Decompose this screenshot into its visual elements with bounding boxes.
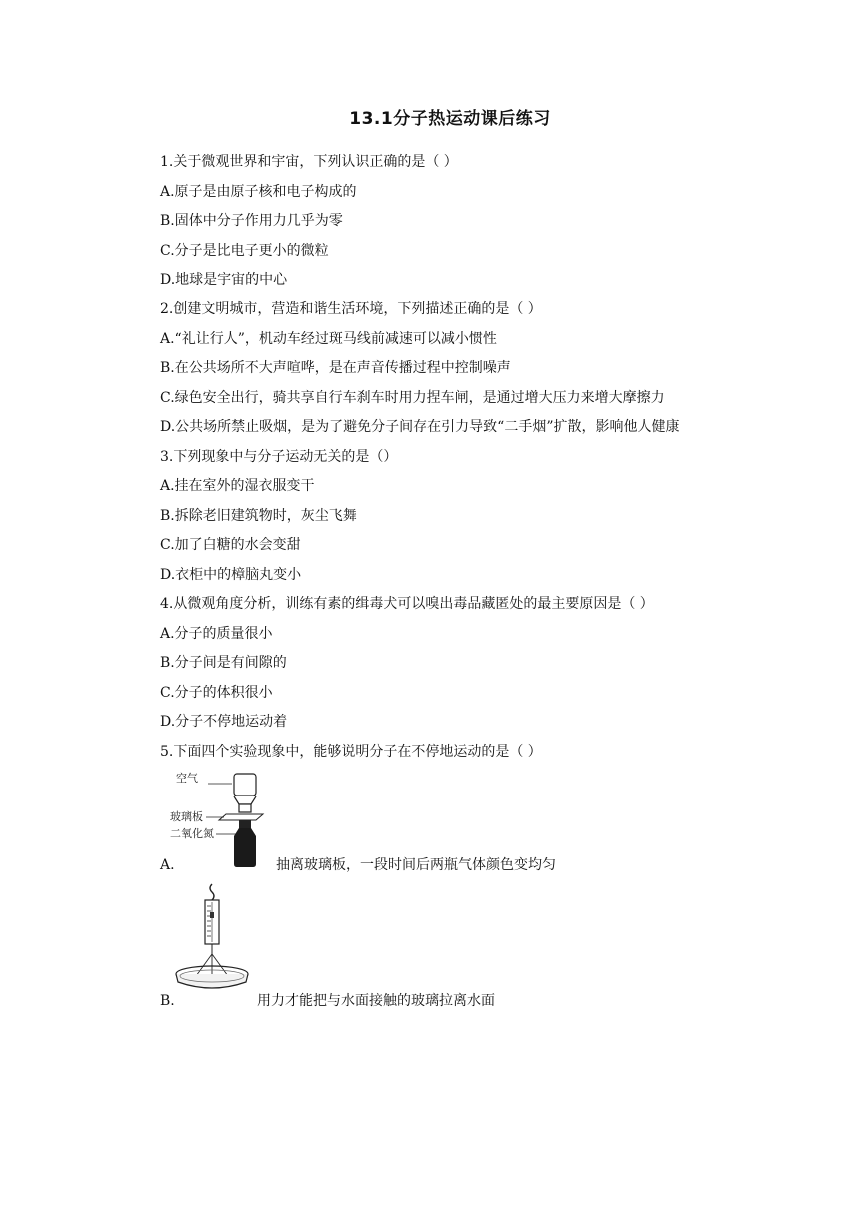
question-2-stem: 2.创建文明城市，营造和谐生活环境，下列描述正确的是（ ） [160,301,542,317]
question-2-option-a: A.“礼让行人”，机动车经过斑马线前减速可以减小惯性 [160,331,497,347]
question-1-stem: 1.关于微观世界和宇宙，下列认识正确的是（ ） [160,154,458,170]
question-4-option-d: D.分子不停地运动着 [160,714,288,730]
question-2-option-b: B.在公共场所不大声喧哗，是在声音传播过程中控制噪声 [160,360,511,376]
question-3-stem: 3.下列现象中与分子运动无关的是（） [160,449,398,465]
question-1-option-b: B.固体中分子作用力几乎为零 [160,213,343,229]
question-3-option-d: D.衣柜中的樟脑丸变小 [160,567,302,583]
question-1-option-c: C.分子是比电子更小的微粒 [160,243,329,259]
question-5-option-b-letter: B. [160,993,175,1009]
question-1-option-a: A.原子是由原子核和电子构成的 [160,184,357,200]
question-2-option-d: D.公共场所禁止吸烟，是为了避免分子间存在引力导致“二手烟”扩散，影响他人健康 [160,419,680,435]
question-4-stem: 4.从微观角度分析，训练有素的缉毒犬可以嗅出毒品藏匿处的最主要原因是（ ） [160,596,654,612]
question-3-option-b: B.拆除老旧建筑物时，灰尘飞舞 [160,508,357,524]
question-5-option-b-text: 用力才能把与水面接触的玻璃拉离水面 [257,993,495,1009]
question-4-option-c: C.分子的体积很小 [160,685,273,701]
question-2-option-c: C.绿色安全出行，骑共享自行车刹车时用力捏车闸，是通过增大压力来增大摩擦力 [160,390,665,406]
question-3-option-a: A.挂在室外的湿衣服变干 [160,478,315,494]
question-5-option-a-text: 抽离玻璃板，一段时间后两瓶气体颜色变均匀 [276,857,556,873]
gas-diffusion-figure [168,770,268,870]
question-5-stem: 5.下面四个实验现象中，能够说明分子在不停地运动的是（ ） [160,744,542,760]
figure-label-glass-plate: 玻璃板 [170,810,203,823]
question-4-option-a: A.分子的质量很小 [160,626,273,642]
question-4-option-b: B.分子间是有间隙的 [160,655,287,671]
page-title: 13.1分子热运动课后练习 [349,109,551,129]
figure-label-nitrogen-dioxide: 二氧化氮 [170,827,214,840]
question-5-option-a-letter: A. [160,857,175,873]
spring-scale-water-figure [172,882,256,992]
question-1-option-d: D.地球是宇宙的中心 [160,272,288,288]
figure-label-air: 空气 [176,772,198,785]
question-3-option-c: C.加了白糖的水会变甜 [160,537,301,553]
